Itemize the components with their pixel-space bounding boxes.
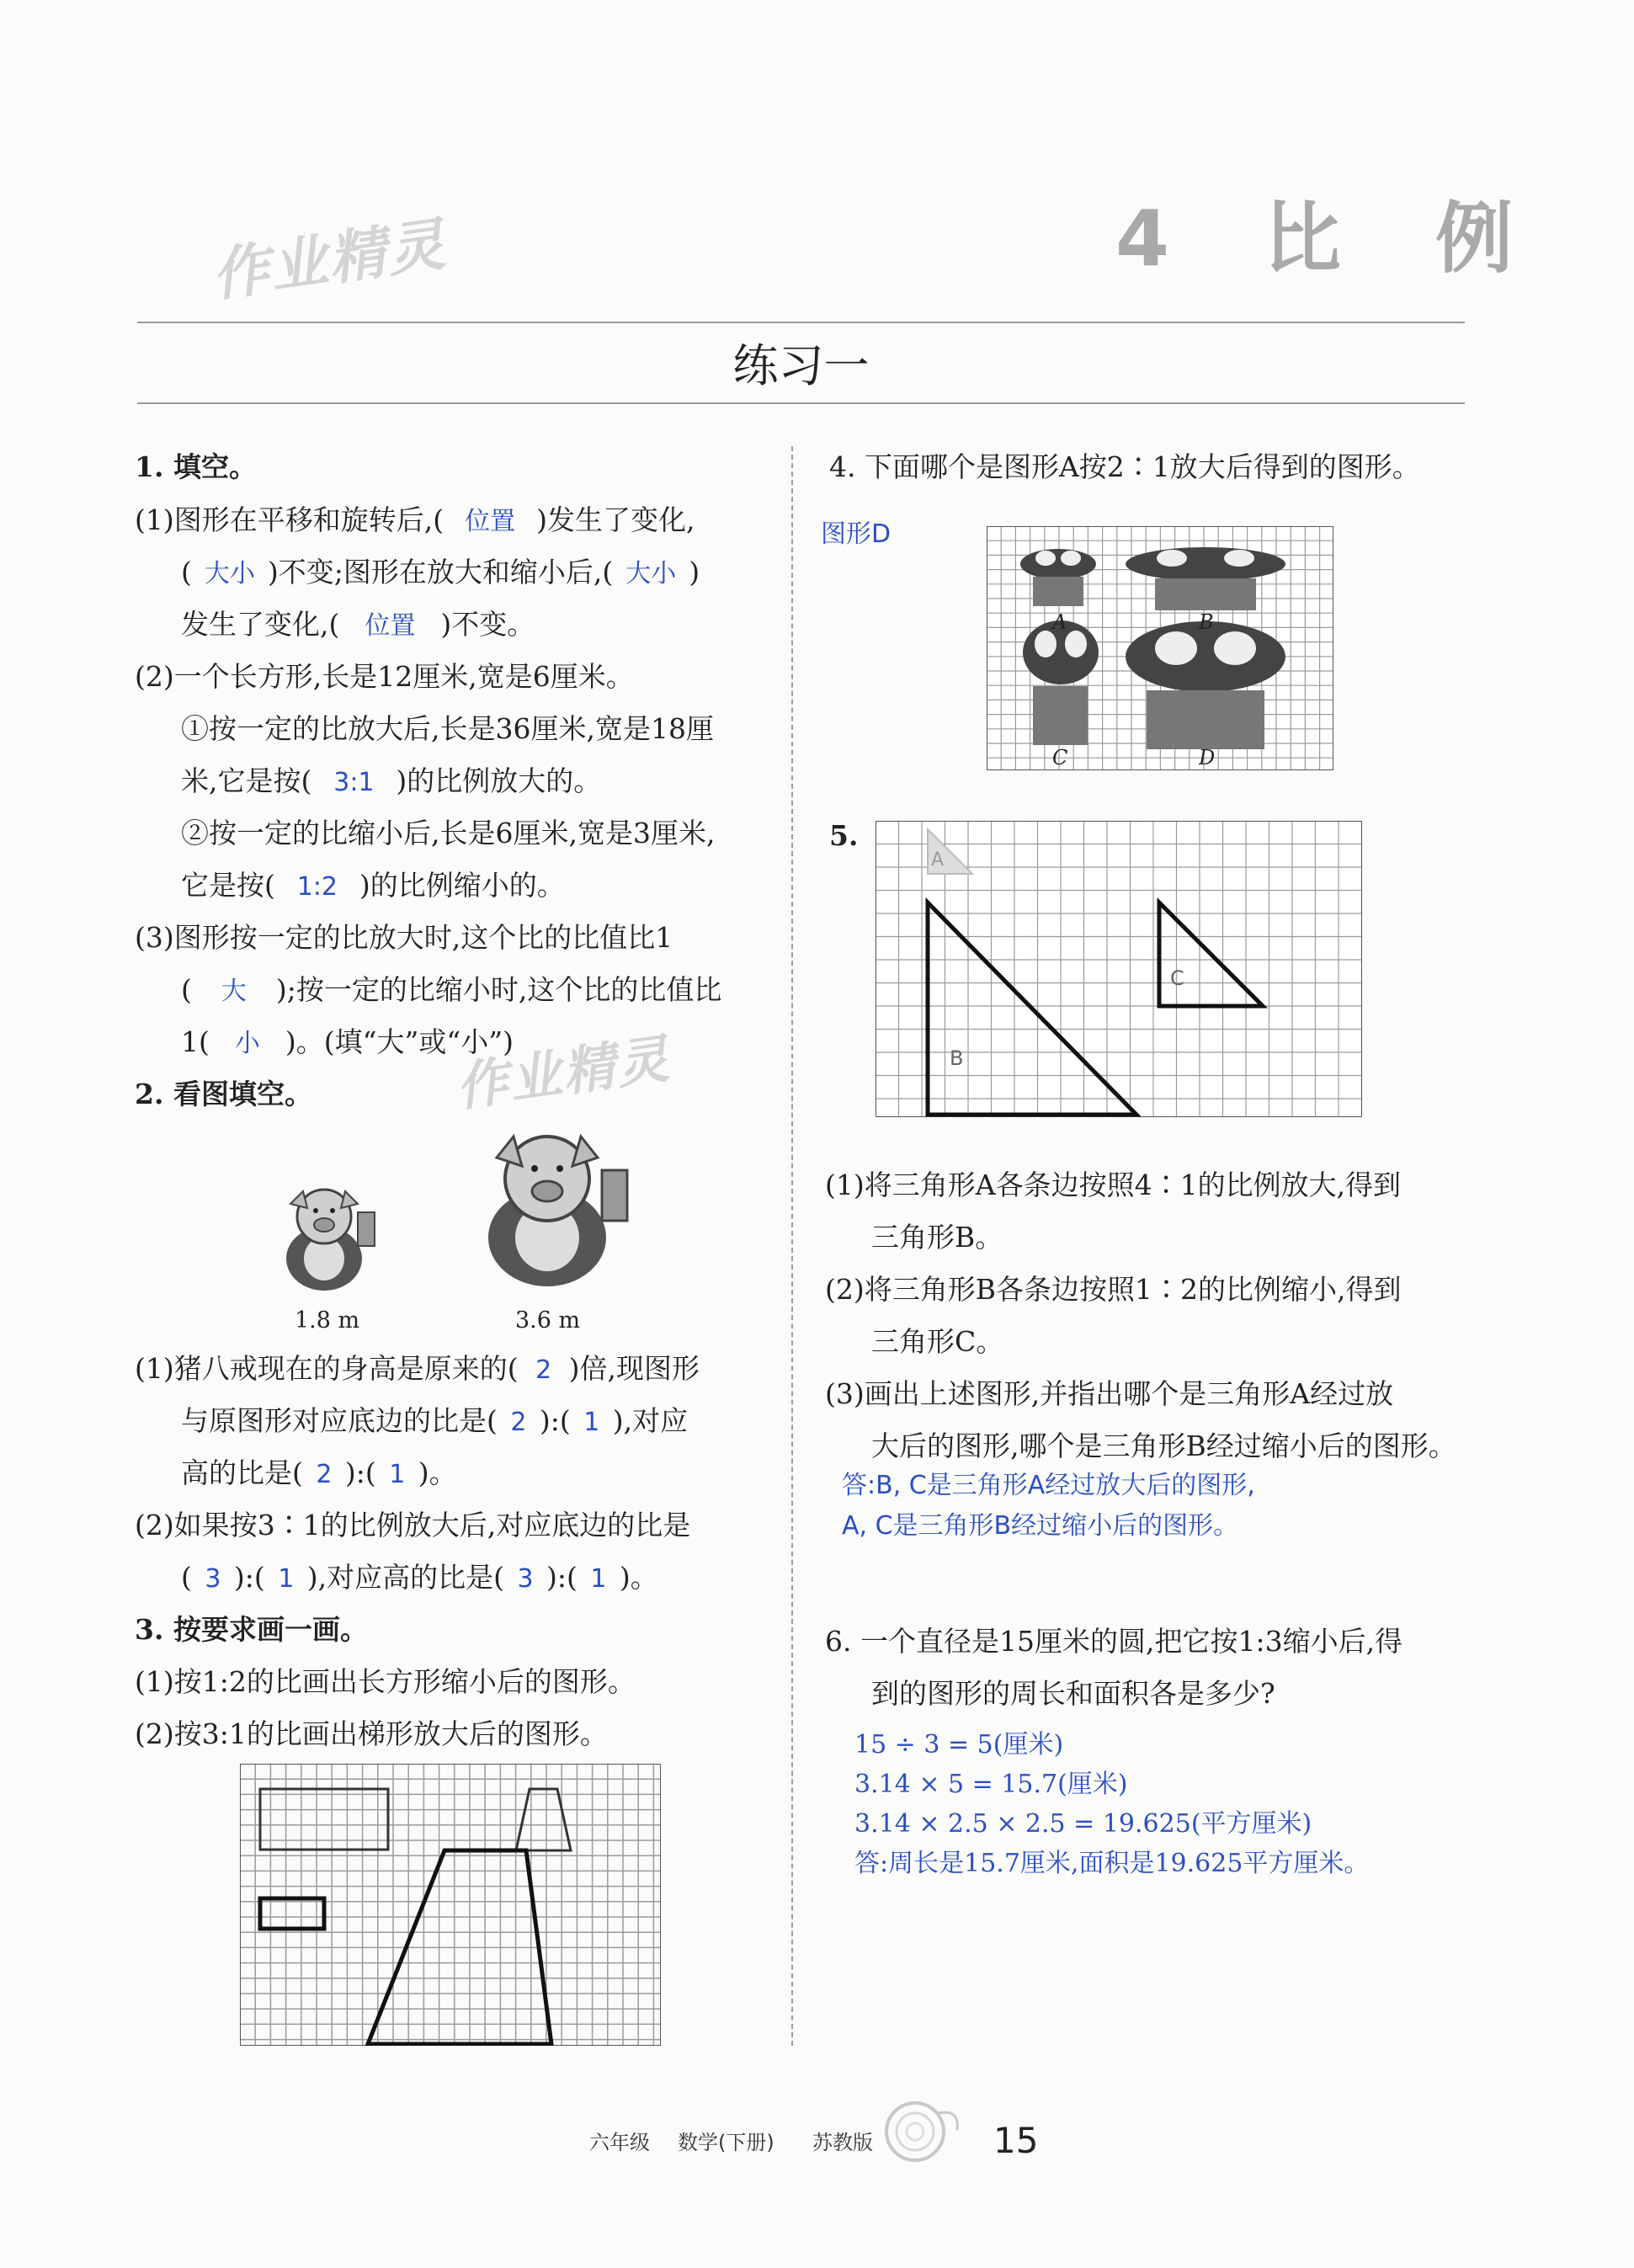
pig-small-caption: 1.8 m [295,1307,360,1334]
footer-grade: 六年级 [589,2131,650,2154]
q1-line9: (3)图形按一定的比放大时,这个比的比值比1 [135,921,673,954]
q5-answer-2: A, C是三角形B经过缩小后的图形。 [842,1511,1239,1541]
q6-step-2: 3.14 × 5 = 15.7(厘米) [854,1770,1128,1799]
q5-grid-drawing [876,821,1362,1117]
q3-line2: (2)按3:1的比画出梯形放大后的图形。 [135,1717,608,1750]
pig-small-figure [265,1179,383,1296]
q3-line1: (1)按1:2的比画出长方形缩小后的图形。 [135,1665,636,1698]
pig-big-caption: 3.6 m [515,1307,581,1334]
section-title: 练习一 [732,339,870,392]
watermark-top: 作业精灵 [207,210,450,311]
q2-answer-9: 1 [590,1564,607,1594]
q1-heading: 1. 填空。 [135,450,257,483]
chapter-title: 4 比 例 [1115,194,1547,284]
page-number: 15 [993,2120,1039,2161]
q6-step-1: 15 ÷ 3 = 5(厘米) [854,1730,1064,1760]
footer-subject: 数学(下册) [678,2131,774,2154]
q2-answer-6: 3 [205,1564,221,1594]
q1-answer-3: 大小 [625,559,677,588]
q1-line1: (1)图形在平移和旋转后,( 位置 )发生了变化, [135,495,695,547]
q1-answer-1: 位置 [465,507,516,536]
q1-line3: 发生了变化,( 位置 )不变。 [181,599,535,652]
q2-answer-3: 1 [583,1408,600,1437]
q2-answer-4: 2 [316,1460,333,1489]
q5-line1: (1)将三角形A各条边按照4∶1的比例放大,得到 [825,1169,1402,1201]
q5-line5: (3)画出上述图形,并指出哪个是三角形A经过放 [825,1377,1394,1410]
q3-reduced-rectangle [260,1898,324,1929]
watermark-middle: 作业精灵 [451,1027,674,1119]
q1-answer-8: 小 [234,1029,260,1058]
q5-line2: 三角形B。 [871,1221,1003,1254]
q2-answer-7: 1 [278,1564,295,1594]
footer-swirl-icon [880,2096,964,2168]
footer-edition: 苏教版 [812,2131,873,2154]
triangle-b-label: B [950,1046,964,1070]
q1-line11: 1( 小 )。(填“大”或“小”) [181,1017,514,1069]
q2-line1: (1)猪八戒现在的身高是原来的( 2 )倍,现图形 [135,1344,700,1396]
q2-answer-1: 2 [535,1355,552,1385]
q2-line4: (2)如果按3∶1的比例放大后,对应底边的比是 [135,1509,691,1541]
q1-line2: ( 大小 )不变;图形在放大和缩小后,( 大小 ) [181,547,700,599]
triangle-a-label: A [931,849,945,870]
q4-answer: 图形D [821,519,892,549]
q3-original-trapezoid [516,1789,571,1850]
q1-answer-6: 1:2 [296,872,338,902]
q1-answer-5: 3:1 [333,768,375,797]
bottom-rule [137,402,1465,404]
column-divider [791,446,793,2046]
q1-line8: 它是按( 1:2 )的比例缩小的。 [181,860,565,913]
q2-answer-8: 3 [517,1564,534,1594]
q5-line4: 三角形C。 [871,1325,1004,1358]
q1-answer-7: 大 [221,977,247,1006]
q5-answer-1: 答:B, C是三角形A经过放大后的图形, [842,1471,1255,1500]
q6-heading: 6. 一个直径是15厘米的圆,把它按1:3缩小后,得 [825,1625,1403,1658]
q5-line6: 大后的图形,哪个是三角形B经过缩小后的图形。 [871,1429,1456,1462]
label-d: D [1199,746,1216,769]
q2-line2: 与原图形对应底边的比是( 2 ):( 1 ),对应 [181,1396,688,1448]
label-c: C [1052,746,1068,769]
q2-heading: 2. 看图填空。 [135,1078,312,1110]
q2-line3: 高的比是( 2 ):( 1 )。 [181,1448,457,1500]
q3-heading: 3. 按要求画一画。 [135,1613,368,1646]
q6-heading-2: 到的图形的周长和面积各是多少? [871,1677,1275,1710]
q5-line3: (2)将三角形B各条边按照1∶2的比例缩小,得到 [825,1273,1402,1306]
q2-line5: ( 3 ):( 1 ),对应高的比是( 3 ):( 1 )。 [181,1552,658,1605]
q2-answer-5: 1 [389,1460,406,1489]
pig-big-figure [459,1120,636,1296]
q3-grid-drawing [240,1764,661,2046]
q1-line6: 米,它是按( 3:1 )的比例放大的。 [181,756,601,808]
q1-answer-2: 大小 [204,559,255,588]
q1-line5: ①按一定的比放大后,长是36厘米,宽是18厘 [181,712,714,745]
q1-line10: ( 大 );按一定的比缩小时,这个比的比值比 [181,965,721,1017]
q2-answer-2: 2 [510,1408,527,1437]
q6-answer: 答:周长是15.7厘米,面积是19.625平方厘米。 [854,1849,1370,1878]
q4-grid-figures [987,526,1333,770]
triangle-c-label: C [1170,966,1184,990]
q5-heading: 5. [829,819,859,852]
label-a: A [1052,610,1067,634]
q4-heading: 4. 下面哪个是图形A按2∶1放大后得到的图形。 [829,450,1420,483]
label-b: B [1199,610,1214,634]
q1-line4: (2)一个长方形,长是12厘米,宽是6厘米。 [135,660,634,693]
q6-step-3: 3.14 × 2.5 × 2.5 = 19.625(平方厘米) [854,1809,1312,1839]
q1-line7: ②按一定的比缩小后,长是6厘米,宽是3厘米, [181,817,716,849]
q3-grid-lines [240,1764,661,2046]
top-rule [137,322,1465,323]
q1-answer-4: 位置 [365,611,416,641]
